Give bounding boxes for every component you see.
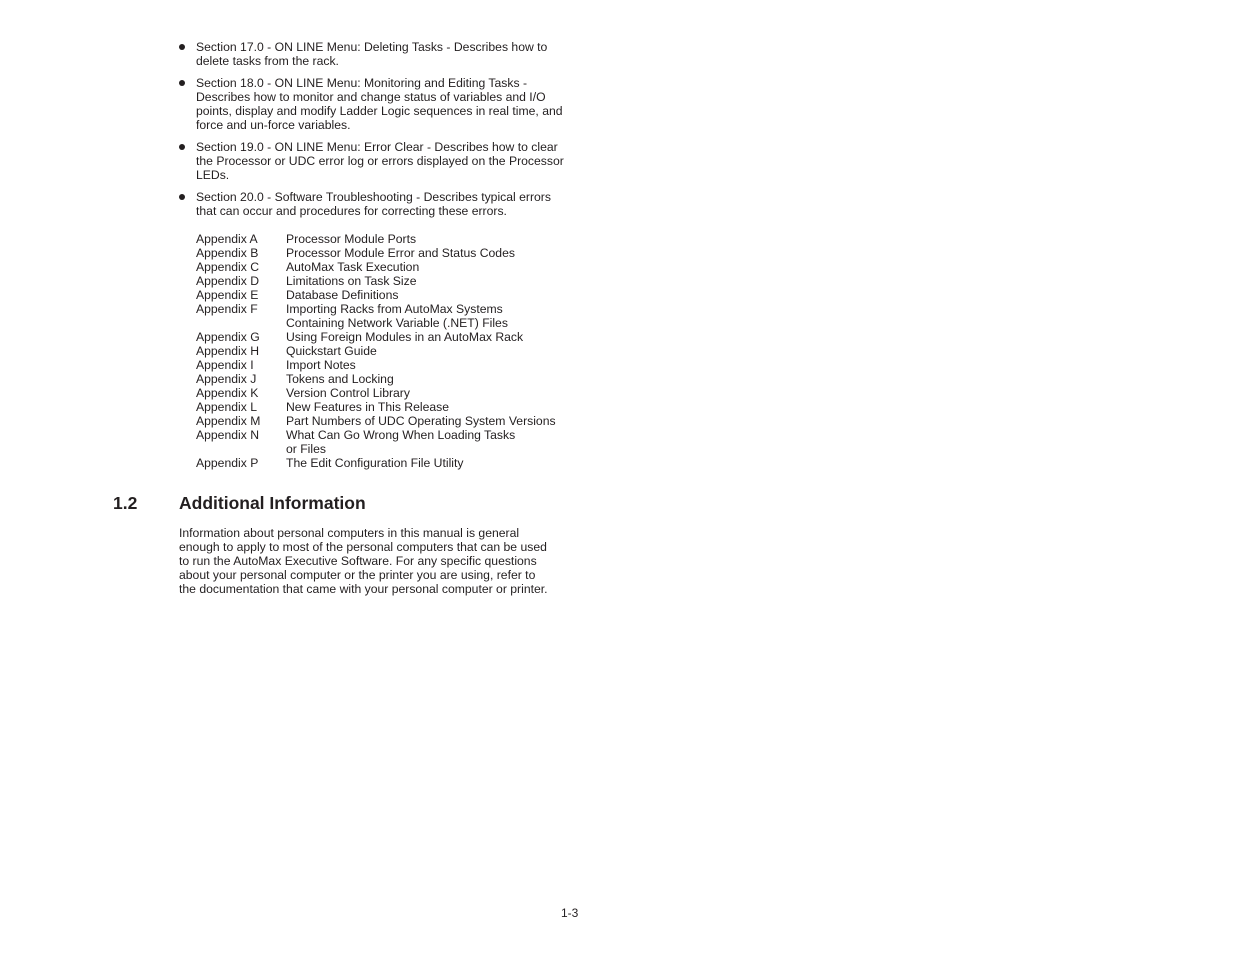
section-body-paragraph: Information about personal computers in this manual is general enough to apply to most of the personal computers that can be used to run the AutoMax Executive Software. For any specific questions about your personal computer or the printer you are using, refer to the documentation that came with your personal computer or printer. [179, 526, 548, 596]
appendix-title: The Edit Configuration File Utility [286, 456, 464, 470]
appendix-title: Using Foreign Modules in an AutoMax Rack [286, 330, 524, 344]
appendix-row [196, 288, 556, 302]
appendix-key: Appendix I [196, 358, 254, 372]
appendix-title: Tokens and Locking [286, 372, 394, 386]
section-title: Additional Information [179, 493, 366, 513]
appendix-title: Version Control Library [286, 386, 410, 400]
appendix-key: Appendix B [196, 246, 259, 260]
appendix-key: Appendix G [196, 330, 260, 344]
bullet-item [179, 190, 569, 218]
bullet-dot-icon [179, 144, 185, 150]
appendix-row [196, 302, 556, 330]
appendix-list [196, 232, 556, 470]
appendix-title: Limitations on Task Size [286, 274, 417, 288]
appendix-row [196, 344, 556, 358]
bullet-text: Section 17.0 - ON LINE Menu: Deleting Tasks - Describes how to delete tasks from the rack. [196, 40, 548, 68]
bullet-text: Section 18.0 - ON LINE Menu: Monitoring and Editing Tasks - Describes how to monitor and change status of variables and I/O points, display and modify Ladder Logic sequences in real time, and force and un-force variables. [196, 76, 563, 132]
appendix-title: Importing Racks from AutoMax Systems Containing Network Variable (.NET) Files [286, 302, 508, 330]
appendix-row [196, 246, 556, 260]
appendix-row [196, 456, 556, 470]
bullet-dot-icon [179, 80, 185, 86]
appendix-key: Appendix E [196, 288, 259, 302]
section-bullet-list [179, 40, 569, 226]
bullet-item [179, 140, 569, 182]
appendix-row [196, 386, 556, 400]
appendix-row [196, 428, 556, 456]
appendix-title: Processor Module Ports [286, 232, 417, 246]
appendix-row [196, 260, 556, 274]
appendix-key: Appendix J [196, 372, 257, 386]
appendix-key: Appendix M [196, 414, 261, 428]
appendix-row [196, 400, 556, 414]
bullet-dot-icon [179, 194, 185, 200]
appendix-key: Appendix N [196, 428, 260, 442]
appendix-row [196, 414, 556, 428]
appendix-title: AutoMax Task Execution [286, 260, 420, 274]
appendix-row [196, 358, 556, 372]
appendix-key: Appendix C [196, 260, 260, 274]
appendix-title: What Can Go Wrong When Loading Tasks or Files [286, 428, 516, 456]
bullet-item [179, 76, 569, 132]
bullet-dot-icon [179, 44, 185, 50]
appendix-key: Appendix L [196, 400, 257, 414]
bullet-item [179, 40, 569, 68]
appendix-row [196, 274, 556, 288]
bullet-text: Section 19.0 - ON LINE Menu: Error Clear - Describes how to clear the Processor or UDC error log or errors displayed on the Processor LEDs. [196, 140, 564, 182]
appendix-row [196, 330, 556, 344]
appendix-key: Appendix P [196, 456, 259, 470]
appendix-title: New Features in This Release [286, 400, 450, 414]
page-number: 1-3 [561, 906, 579, 920]
appendix-row [196, 372, 556, 386]
appendix-title: Quickstart Guide [286, 344, 377, 358]
appendix-key: Appendix K [196, 386, 259, 400]
appendix-key: Appendix D [196, 274, 260, 288]
appendix-title: Database Definitions [286, 288, 399, 302]
appendix-row [196, 232, 556, 246]
appendix-title: Part Numbers of UDC Operating System Versions [286, 414, 556, 428]
appendix-title: Import Notes [286, 358, 356, 372]
appendix-key: Appendix A [196, 232, 258, 246]
appendix-title: Processor Module Error and Status Codes [286, 246, 515, 260]
appendix-key: Appendix F [196, 302, 258, 316]
section-number: 1.2 [113, 493, 138, 513]
bullet-text: Section 20.0 - Software Troubleshooting - Describes typical errors that can occur and procedures for correcting these errors. [196, 190, 551, 218]
appendix-key: Appendix H [196, 344, 260, 358]
